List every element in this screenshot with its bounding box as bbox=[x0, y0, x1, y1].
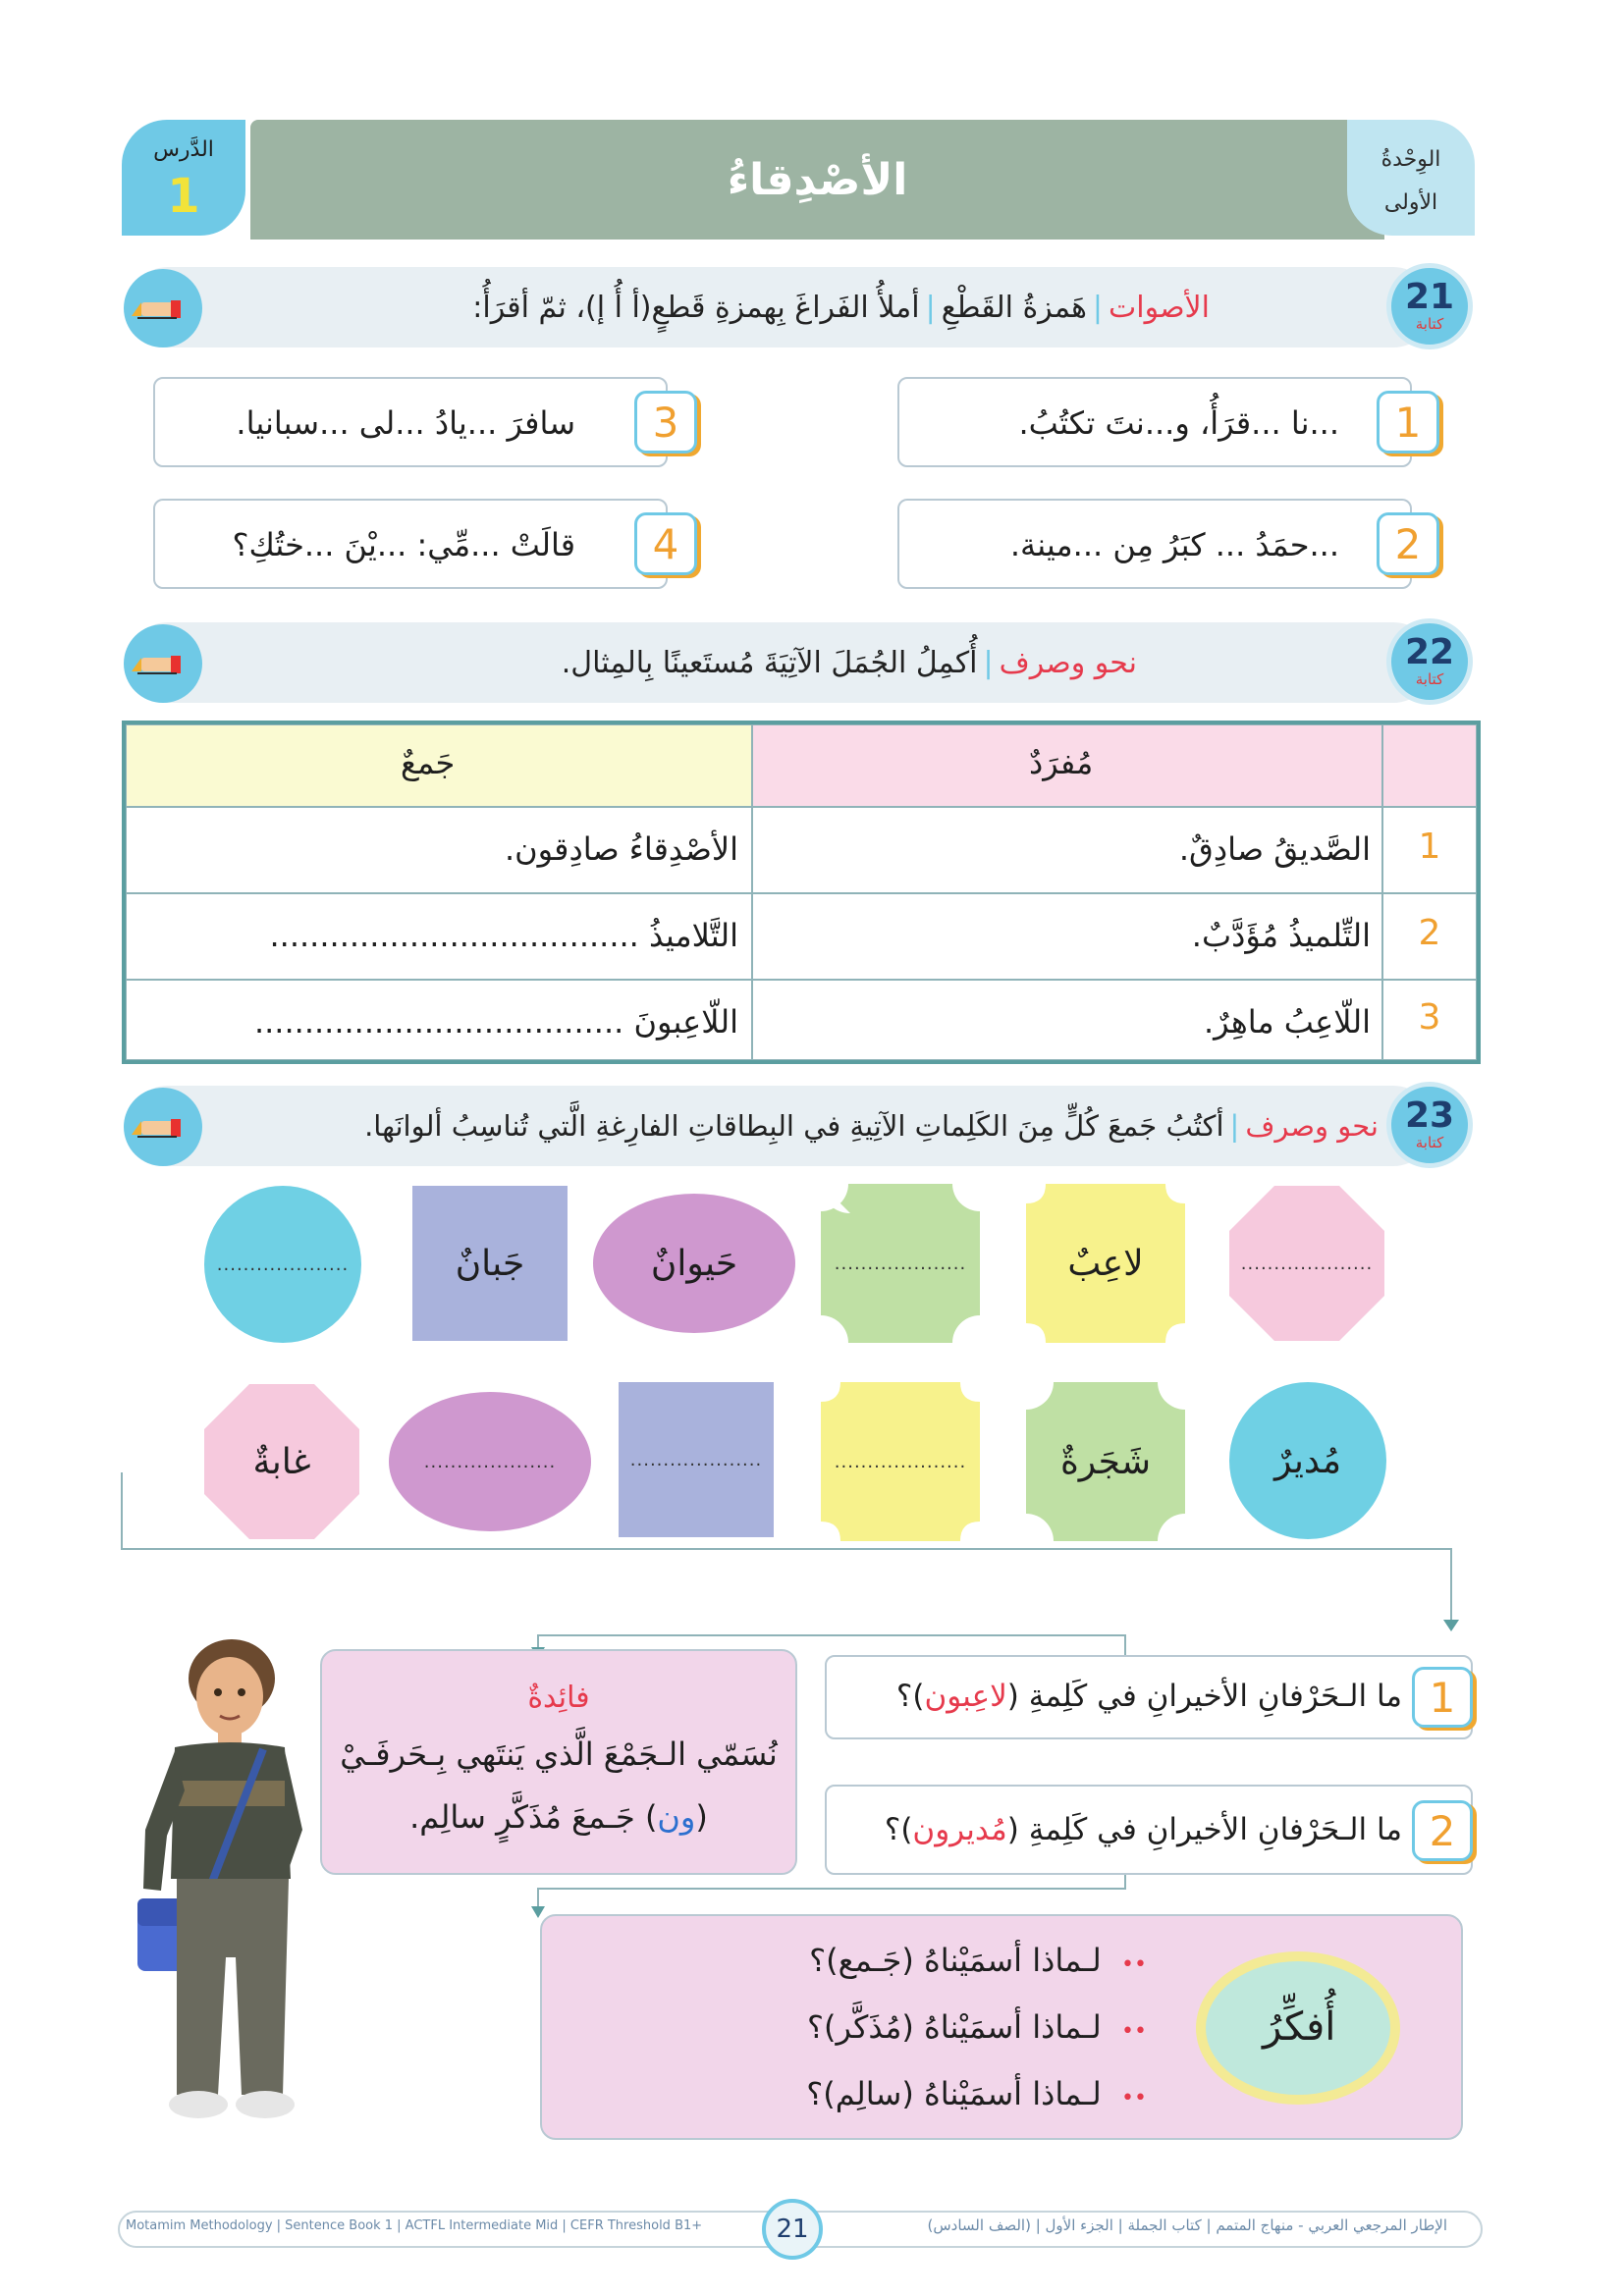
think-question-3 bbox=[806, 2075, 1147, 2112]
blank-answer[interactable]: .................... bbox=[423, 1451, 557, 1472]
think-question-text: لـماذا أسمَيْناهُ (مُذَكَّر)؟ bbox=[807, 2008, 1102, 2046]
question-text bbox=[896, 1679, 1402, 1714]
plural-sentence[interactable]: اللّاعِبونَ ..................................... bbox=[253, 1003, 738, 1041]
word-card: شَجَرةٌ bbox=[1059, 1441, 1152, 1482]
think-question-text: لـماذا أسمَيْناهُ (سالِم)؟ bbox=[806, 2075, 1102, 2112]
exercise-type: كتابة bbox=[1415, 670, 1444, 688]
note-suffix-highlight: ون bbox=[657, 1798, 696, 1836]
category-label: نحو وصرف bbox=[1245, 1109, 1379, 1143]
unit-label: الوِحْدةُ bbox=[1380, 147, 1441, 172]
exercise-type: كتابة bbox=[1415, 1134, 1444, 1151]
instruction-text: أكتُبُ جَمعَ كُلٍّ مِنَ الكَلِماتِ الآتِيةِ في البِطاقاتِ الفارِغةِ الَّتي تُناسِبُ ألوانَها. bbox=[364, 1109, 1224, 1143]
question-suffix: )؟ bbox=[895, 1679, 925, 1714]
unit-name: الأولى bbox=[1383, 190, 1438, 215]
think-label: أُفكِّرُ bbox=[1263, 2004, 1336, 2050]
note-line-1: نُسَمّي الـجَمْعَ الَّذي يَنتَهي بِـحَرفَـيْ bbox=[340, 1735, 778, 1773]
exercise-23-instruction: نحو وصرف|أكتُبُ جَمعَ كُلٍّ مِنَ الكَلِماتِ الآتِيةِ في البِطاقاتِ الفارِغةِ الَّتي تُناسِبُ ألوانَها. bbox=[364, 1109, 1379, 1143]
footer-right-text: الإطار المرجعي العربي - منهاج المتمم | كتاب الجملة | الجزء الأول | (الصف السادس) bbox=[927, 2216, 1447, 2234]
fill-in-sentence[interactable]: قالَتْ ...مِّي: ...يْنَ ...ختُكِ؟ bbox=[232, 526, 575, 563]
word-card: جَبانٌ bbox=[455, 1243, 525, 1284]
item-number: 1 bbox=[1377, 391, 1439, 454]
think-question-2 bbox=[807, 2008, 1147, 2046]
singular-sentence: التِّلميذُ مُؤَدَّبٌ. bbox=[1191, 917, 1371, 954]
question-prefix: ما الـحَرْفانِ الأخيرانِ في كَلِمةِ ( bbox=[1006, 1812, 1402, 1847]
blank-answer[interactable]: .................... bbox=[834, 1253, 967, 1274]
question-word: مُديرون bbox=[912, 1812, 1007, 1847]
word-card: مُديرٌ bbox=[1273, 1440, 1342, 1481]
topic-label: هَمزةُ القَطْعِ bbox=[941, 291, 1087, 325]
question-text bbox=[885, 1812, 1402, 1847]
row-number: 3 bbox=[1418, 997, 1441, 1038]
instruction-text: أُكمِلُ الجُمَلَ الآتِيَةَ مُستَعينًا بِالمِثال. bbox=[561, 646, 978, 680]
think-question-text: لـماذا أسمَيْناهُ (جَـمع)؟ bbox=[809, 1942, 1102, 1979]
word-card: حَيوانٌ bbox=[650, 1243, 738, 1284]
plural-sentence[interactable]: التَّلاميذُ ..................................... bbox=[269, 917, 738, 954]
blank-answer[interactable]: .................... bbox=[216, 1254, 350, 1275]
note-line-2 bbox=[330, 1798, 787, 1836]
word-card: غابةٌ bbox=[252, 1441, 311, 1482]
item-number: 4 bbox=[634, 512, 697, 575]
think-question-1 bbox=[809, 1942, 1147, 1979]
boy-illustration bbox=[116, 1633, 312, 2144]
lesson-label: الدَّرس bbox=[153, 137, 214, 162]
question-number: 1 bbox=[1412, 1667, 1473, 1728]
question-prefix: ما الـحَرْفانِ الأخيرانِ في كَلِمةِ ( bbox=[1006, 1679, 1402, 1714]
question-word: لاعِبون bbox=[924, 1679, 1007, 1714]
singular-column-header: مُفرَدٌ bbox=[1029, 744, 1094, 781]
note-paren-open: ( bbox=[695, 1798, 708, 1836]
bullet-icon: •• bbox=[1121, 1952, 1147, 1977]
page-number: 21 bbox=[762, 2199, 823, 2260]
exercise-21-instruction: الأصوات|هَمزةُ القَطْعِ|أملأُ الفَراغَ بِهمزةِ قَطعٍ(أ أُ إ)، ثمّ أقرَأُ: bbox=[472, 291, 1210, 325]
fill-in-sentence[interactable]: ...حمَدُ ... كبَرُ مِن ...مينة. bbox=[1009, 526, 1339, 563]
category-label: نحو وصرف bbox=[999, 646, 1137, 680]
row-number: 1 bbox=[1418, 827, 1441, 867]
word-card: لاعِبٌ bbox=[1067, 1243, 1144, 1284]
instruction-text: أملأُ الفَراغَ بِهمزةِ قَطعٍ(أ أُ إ)، ثمّ أقرَأُ: bbox=[472, 291, 920, 325]
fill-in-sentence[interactable]: ...نا ...قرَأُ، و...نتَ تكتُبُ. bbox=[1018, 404, 1339, 442]
blank-answer[interactable]: .................... bbox=[629, 1449, 763, 1470]
lesson-number: 1 bbox=[167, 169, 200, 224]
exercise-number: 22 bbox=[1404, 632, 1455, 672]
footer-left-text: Motamim Methodology | Sentence Book 1 | ACTFL Intermediate Mid | CEFR Threshold B1+ bbox=[126, 2218, 703, 2233]
exercise-type: كتابة bbox=[1415, 315, 1444, 333]
plural-column-header: جَمعٌ bbox=[401, 744, 456, 781]
row-number: 2 bbox=[1418, 913, 1441, 953]
exercise-22-instruction: نحو وصرف|أُكمِلُ الجُمَلَ الآتِيَةَ مُستَعينًا بِالمِثال. bbox=[561, 646, 1137, 680]
page-title: الأصْدِقاءُ bbox=[727, 154, 908, 205]
question-number: 2 bbox=[1412, 1800, 1473, 1861]
bullet-icon: •• bbox=[1121, 2086, 1147, 2110]
fill-in-sentence[interactable]: سافرَ ...يادُ ...لى ...سبانيا. bbox=[236, 404, 575, 442]
note-line-2-rest: ) جَـمعَ مُذَكَّرٍ سالِم. bbox=[409, 1798, 658, 1836]
exercise-number: 23 bbox=[1404, 1095, 1455, 1136]
bullet-icon: •• bbox=[1121, 2019, 1147, 2044]
blank-answer[interactable]: .................... bbox=[1240, 1253, 1374, 1274]
note-title: فائِدةٌ bbox=[527, 1681, 590, 1715]
question-suffix: )؟ bbox=[884, 1812, 913, 1847]
blank-answer[interactable]: .................... bbox=[834, 1451, 967, 1472]
item-number: 2 bbox=[1377, 512, 1439, 575]
singular-sentence: اللّاعِبُ ماهِرٌ. bbox=[1203, 1003, 1371, 1041]
item-number: 3 bbox=[634, 391, 697, 454]
singular-sentence: الصَّديقُ صادِقٌ. bbox=[1178, 830, 1371, 868]
plural-sentence[interactable]: الأصْدِقاءُ صادِقون. bbox=[504, 830, 738, 868]
category-label: الأصوات bbox=[1109, 291, 1210, 325]
exercise-number: 21 bbox=[1404, 277, 1455, 317]
